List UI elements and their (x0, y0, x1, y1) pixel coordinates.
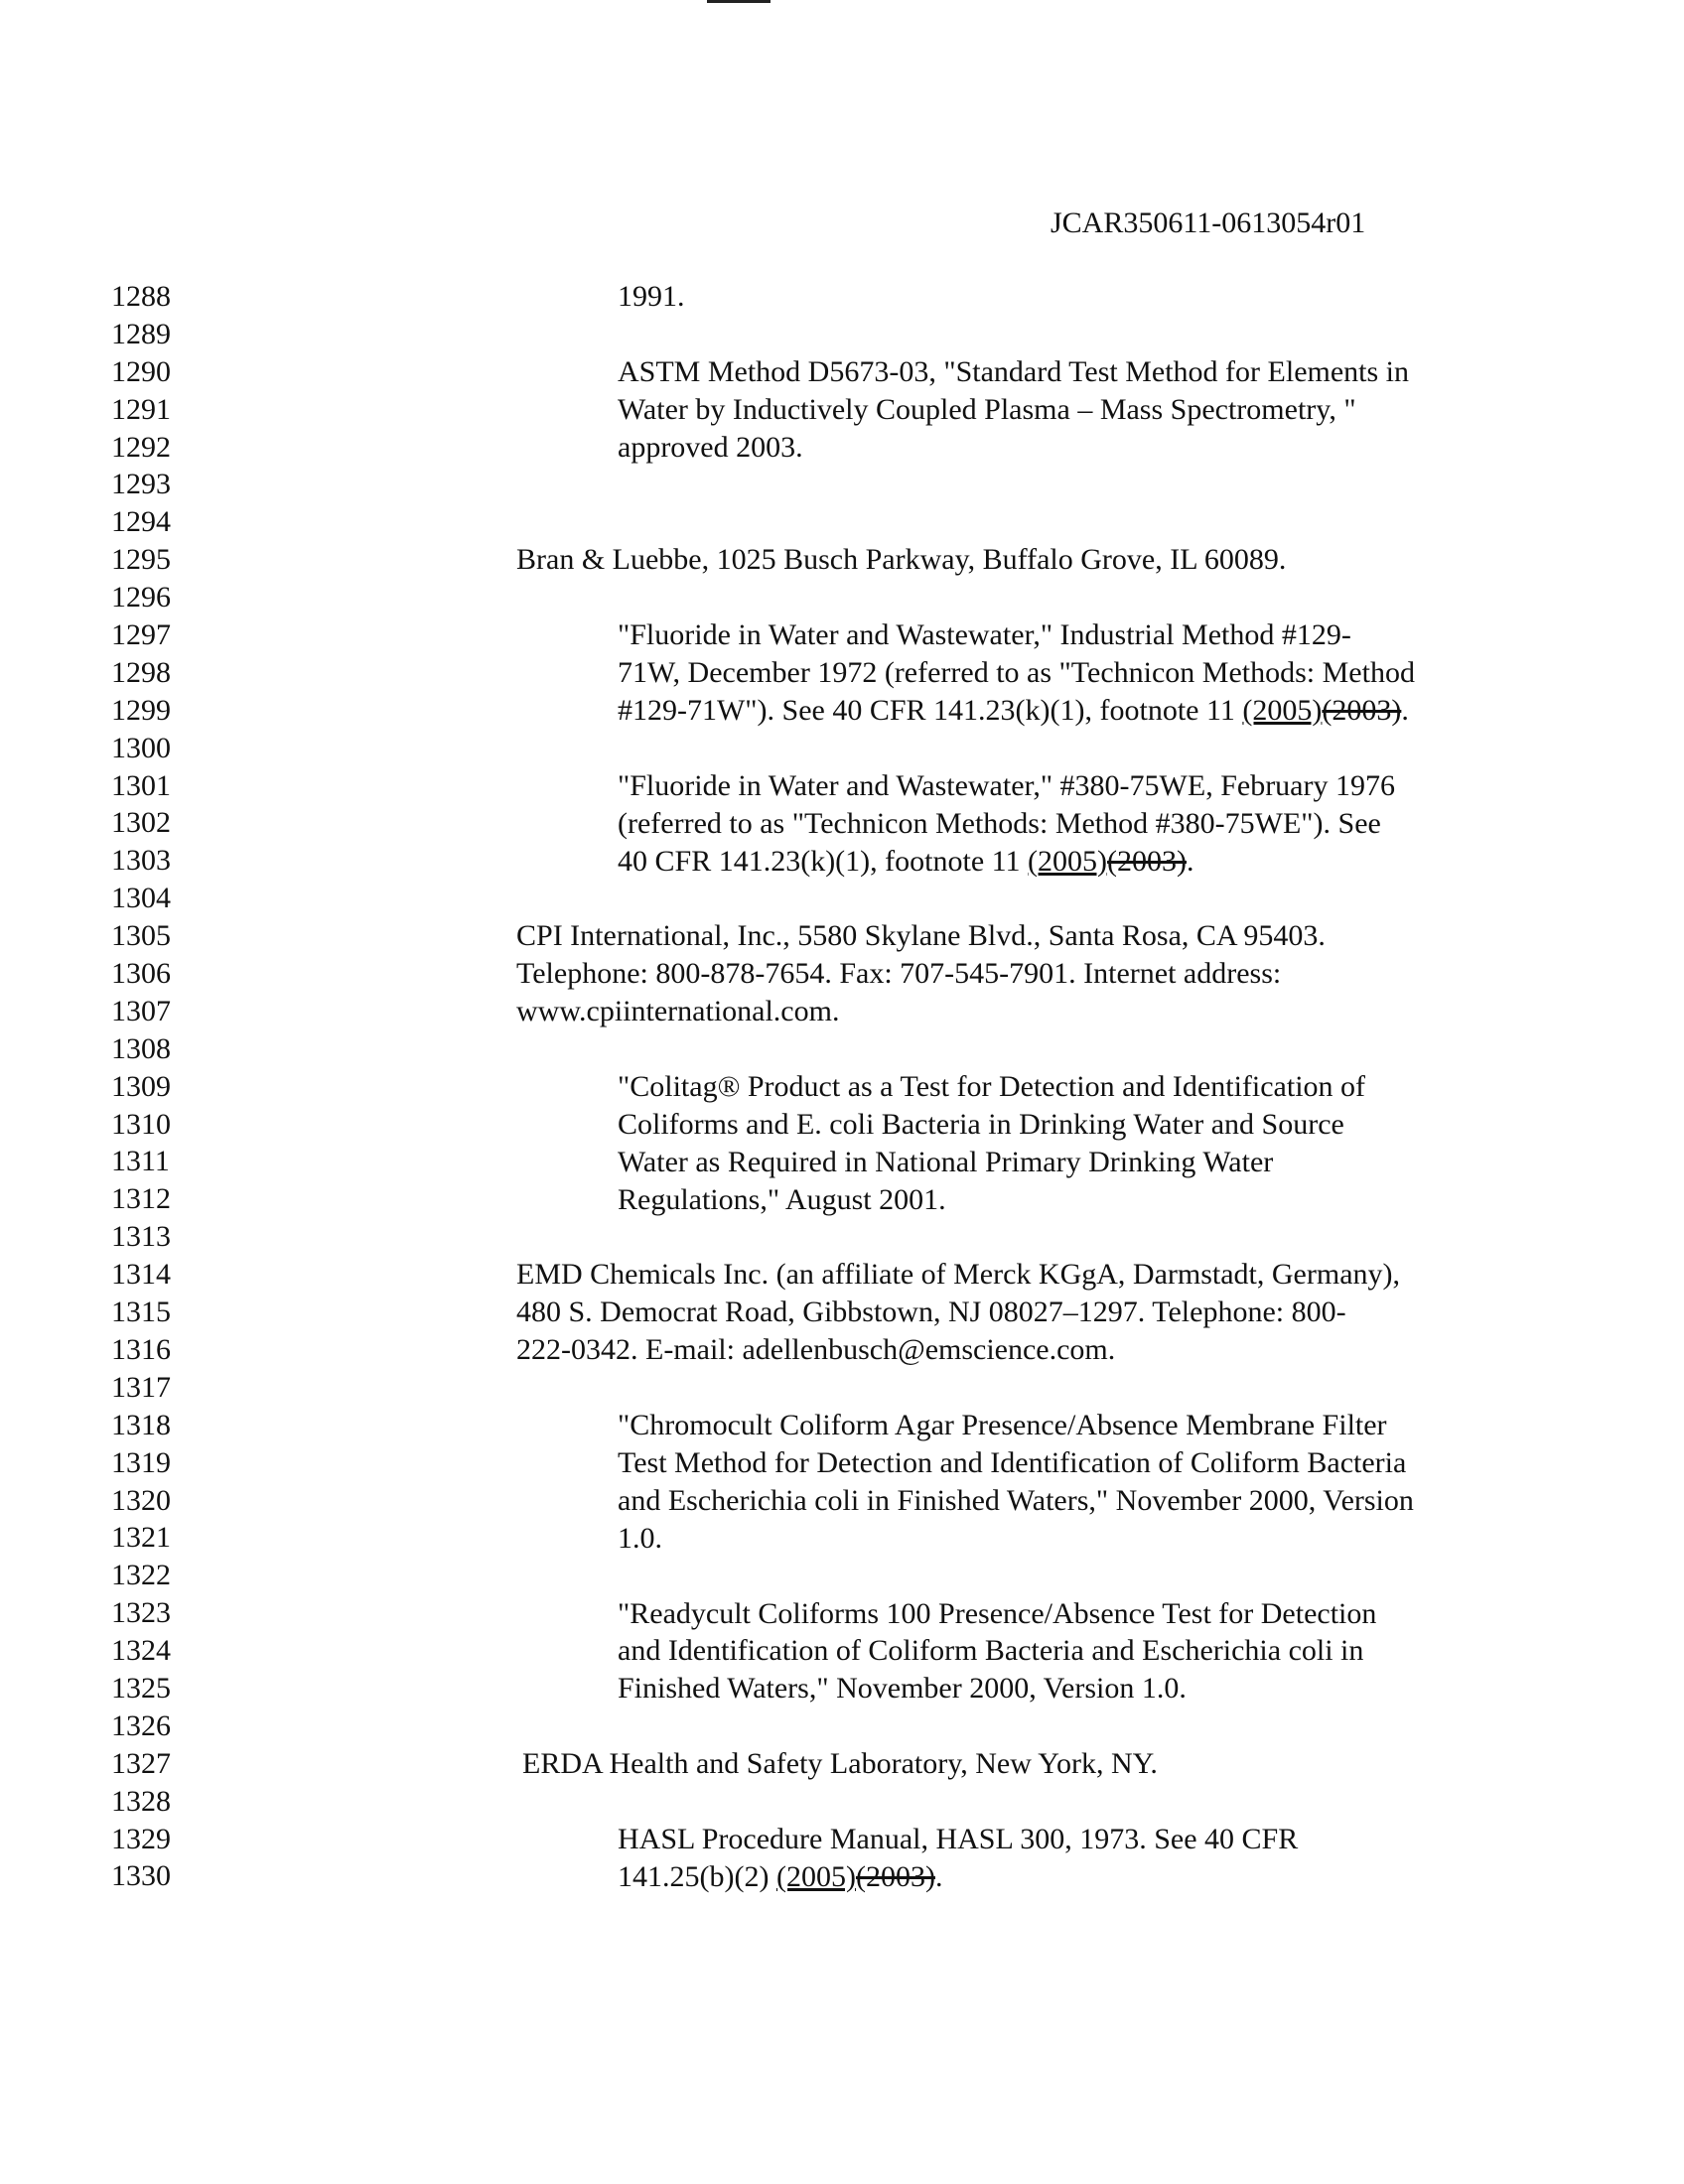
line-number: 1298 (111, 655, 171, 689)
body-line: "Fluoride in Water and Wastewater," #380-75WE, February 1976 (618, 768, 1395, 802)
body-line: approved 2003. (618, 430, 803, 464)
line-number: 1293 (111, 468, 171, 501)
body-line: ERDA Health and Safety Laboratory, New York, NY. (522, 1747, 1158, 1781)
body-text: . (934, 1859, 943, 1893)
body-line: "Colitag® Product as a Test for Detection and Identification of (618, 1069, 1366, 1103)
body-line: HASL Procedure Manual, HASL 300, 1973. See 40 CFR (618, 1822, 1299, 1855)
deleted-text: (2003) (855, 1859, 935, 1893)
line-number: 1297 (111, 618, 171, 652)
body-text: 40 CFR 141.23(k)(1), footnote 11 (618, 844, 1029, 878)
body-line (618, 694, 1409, 728)
body-line: and Escherichia coli in Finished Waters," November 2000, Version (618, 1483, 1414, 1517)
body-line: Water as Required in National Primary Drinking Water (618, 1145, 1274, 1178)
body-line: www.cpiinternational.com. (516, 995, 840, 1028)
body-line: 480 S. Democrat Road, Gibbstown, NJ 08027–1297. Telephone: 800- (516, 1296, 1346, 1329)
line-number: 1310 (111, 1107, 171, 1141)
line-number: 1330 (111, 1859, 171, 1893)
line-number: 1292 (111, 430, 171, 464)
line-number: 1329 (111, 1822, 171, 1855)
document-id: JCAR350611-0613054r01 (1051, 206, 1366, 239)
body-line: 1.0. (618, 1521, 662, 1555)
line-number: 1300 (111, 731, 171, 764)
body-line: Regulations," August 2001. (618, 1182, 946, 1216)
line-number: 1312 (111, 1182, 171, 1216)
line-number: 1290 (111, 354, 171, 388)
line-number: 1320 (111, 1483, 171, 1517)
line-number: 1307 (111, 994, 171, 1027)
line-number: 1321 (111, 1521, 171, 1555)
line-number: 1309 (111, 1069, 171, 1103)
line-number: 1302 (111, 806, 171, 840)
line-number: 1319 (111, 1445, 171, 1479)
line-number: 1326 (111, 1708, 171, 1742)
body-line (618, 845, 1194, 879)
body-line: Coliforms and E. coli Bacteria in Drinking Water and Source (618, 1107, 1344, 1141)
body-text: #129-71W"). See 40 CFR 141.23(k)(1), footnote 11 (618, 693, 1243, 727)
line-number: 1301 (111, 768, 171, 802)
inserted-text: (2005) (1028, 844, 1108, 878)
line-number: 1311 (111, 1145, 170, 1178)
line-number: 1306 (111, 957, 171, 991)
body-text: 141.25(b)(2) (618, 1859, 776, 1893)
line-number: 1288 (111, 280, 171, 313)
body-line: "Chromocult Coliform Agar Presence/Absence Membrane Filter (618, 1409, 1387, 1441)
body-line: 71W, December 1972 (referred to as "Technicon Methods: Method (618, 656, 1415, 689)
line-number: 1295 (111, 543, 171, 577)
line-number: 1316 (111, 1332, 171, 1366)
line-number-column (111, 280, 230, 1897)
inserted-text: (2005) (775, 1859, 856, 1893)
line-number: 1322 (111, 1559, 171, 1592)
body-line: Finished Waters," November 2000, Version 1.0. (618, 1672, 1187, 1706)
line-number: 1324 (111, 1634, 171, 1668)
body-line: and Identification of Coliform Bacteria and Escherichia coli in (618, 1634, 1364, 1668)
line-number: 1305 (111, 919, 171, 953)
line-number: 1291 (111, 392, 171, 426)
line-number: 1308 (111, 1031, 171, 1065)
deleted-text: (2003) (1322, 693, 1402, 727)
line-number: 1317 (111, 1370, 171, 1404)
line-number: 1296 (111, 581, 171, 614)
body-line: Bran & Luebbe, 1025 Busch Parkway, Buffalo Grove, IL 60089. (516, 543, 1287, 577)
body-line: 1991. (618, 280, 685, 313)
body-line: Test Method for Detection and Identification of Coliform Bacteria (618, 1445, 1407, 1479)
body-line: EMD Chemicals Inc. (an affiliate of Merck KGgA, Darmstadt, Germany), (516, 1258, 1400, 1292)
line-number: 1294 (111, 505, 171, 539)
line-number: 1299 (111, 693, 171, 727)
line-number: 1328 (111, 1784, 171, 1818)
body-line: "Readycult Coliforms 100 Presence/Absence Test for Detection (618, 1596, 1377, 1630)
body-line: Water by Inductively Coupled Plasma – Mass Spectrometry, " (618, 392, 1356, 426)
line-number: 1325 (111, 1671, 171, 1705)
line-number: 1323 (111, 1596, 171, 1630)
body-text: . (1187, 844, 1194, 878)
line-number: 1314 (111, 1258, 171, 1292)
body-line (618, 1860, 942, 1894)
line-number: 1289 (111, 317, 171, 350)
body-line: CPI International, Inc., 5580 Skylane Blvd., Santa Rosa, CA 95403. (516, 919, 1326, 953)
inserted-text: (2005) (1242, 693, 1323, 727)
body-line: ASTM Method D5673-03, "Standard Test Method for Elements in (618, 354, 1410, 388)
line-number: 1318 (111, 1408, 171, 1441)
line-number: 1327 (111, 1746, 171, 1780)
top-rule (707, 0, 771, 3)
deleted-text: (2003) (1107, 844, 1187, 878)
body-line: Telephone: 800-878-7654. Fax: 707-545-7901. Internet address: (516, 957, 1282, 991)
line-number: 1304 (111, 882, 171, 915)
body-text: . (1401, 693, 1409, 727)
body-line: 222-0342. E-mail: adellenbusch@emscience.com. (516, 1333, 1116, 1367)
body-line: (referred to as "Technicon Methods: Method #380-75WE"). See (618, 806, 1381, 840)
body-line: "Fluoride in Water and Wastewater," Industrial Method #129- (618, 618, 1351, 652)
line-number: 1315 (111, 1296, 171, 1329)
line-number: 1313 (111, 1220, 171, 1254)
line-number: 1303 (111, 844, 171, 878)
